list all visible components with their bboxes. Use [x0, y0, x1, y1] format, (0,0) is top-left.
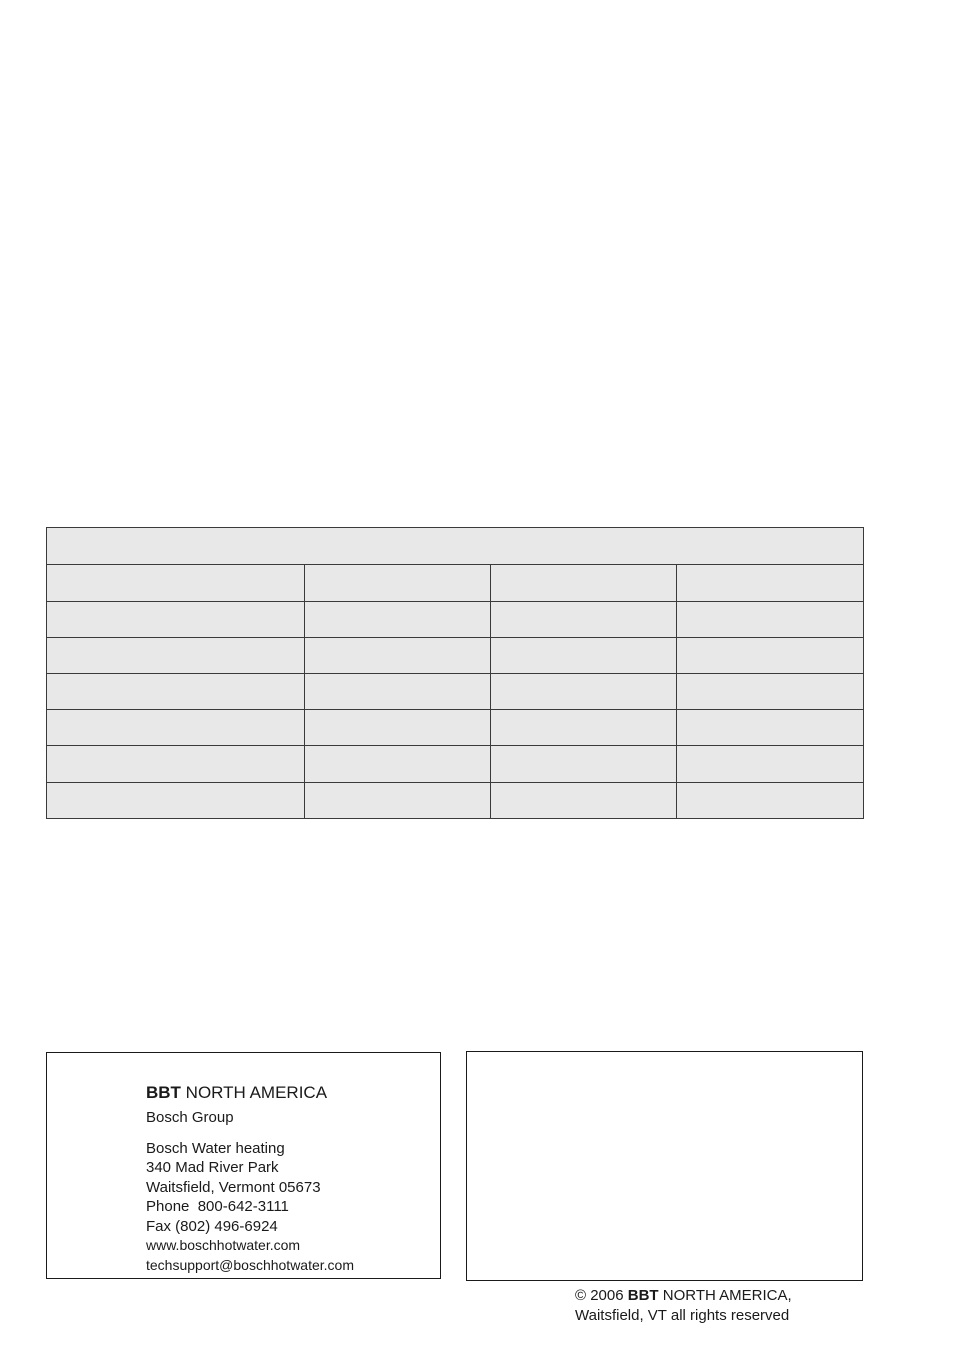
- fax-number: Fax (802) 496-6924: [146, 1217, 278, 1235]
- copyright-suffix: NORTH AMERICA,: [658, 1287, 792, 1304]
- address-box: [46, 1052, 441, 1279]
- table-header-row: [47, 528, 864, 565]
- table-row: [47, 746, 864, 782]
- table-cell: [305, 673, 491, 709]
- table-cell: [677, 746, 864, 782]
- company-name-bold: BBT: [146, 1083, 181, 1102]
- table-cell: [305, 746, 491, 782]
- table-cell: [47, 746, 305, 782]
- table-cell: [491, 673, 677, 709]
- table-cell: [491, 710, 677, 746]
- table-cell: [47, 565, 305, 601]
- table-row: [47, 710, 864, 746]
- table-cell: [305, 637, 491, 673]
- copyright-company-bold: BBT: [627, 1287, 659, 1304]
- table-cell: [47, 673, 305, 709]
- table-cell: [677, 710, 864, 746]
- phone-number: Phone 800-642-3111: [146, 1198, 289, 1215]
- company-name-rest: NORTH AMERICA: [180, 1083, 328, 1102]
- copyright-line-2: Waitsfield, VT all rights reserved: [575, 1306, 790, 1324]
- copyright-line-1: [575, 1286, 792, 1306]
- table-cell: [491, 565, 677, 601]
- street-address: 340 Mad River Park: [146, 1159, 279, 1176]
- table-row: [47, 782, 864, 818]
- table-cell: [47, 782, 305, 818]
- table-row: [47, 673, 864, 709]
- table-cell: [677, 673, 864, 709]
- copyright-notice: [575, 1286, 792, 1325]
- website-link[interactable]: www.boschhotwater.com: [146, 1237, 301, 1253]
- table-row: [47, 637, 864, 673]
- company-division: Bosch Water heating: [146, 1139, 285, 1157]
- table-cell: [491, 601, 677, 637]
- table-cell: [491, 782, 677, 818]
- table-cell: [491, 637, 677, 673]
- city-state-zip: Waitsfield, Vermont 05673: [146, 1178, 321, 1196]
- table-header-cell: [47, 528, 864, 565]
- table-cell: [47, 710, 305, 746]
- address-block: [146, 1083, 354, 1275]
- table-cell: [305, 601, 491, 637]
- table-cell: [491, 746, 677, 782]
- table-cell: [677, 637, 864, 673]
- table-cell: [677, 565, 864, 601]
- company-name: [146, 1083, 354, 1103]
- copyright-prefix: © 2006: [575, 1287, 628, 1304]
- table-cell: [677, 782, 864, 818]
- table-cell: [305, 565, 491, 601]
- table-cell: [47, 601, 305, 637]
- table-cell: [677, 601, 864, 637]
- company-group: Bosch Group: [146, 1109, 234, 1126]
- table-row: [47, 565, 864, 601]
- support-email-link[interactable]: techsupport@boschhotwater.com: [146, 1256, 354, 1273]
- blank-box: [466, 1051, 863, 1281]
- table-cell: [305, 710, 491, 746]
- table-row: [47, 601, 864, 637]
- table-cell: [305, 782, 491, 818]
- record-table: [46, 527, 864, 819]
- table-cell: [47, 637, 305, 673]
